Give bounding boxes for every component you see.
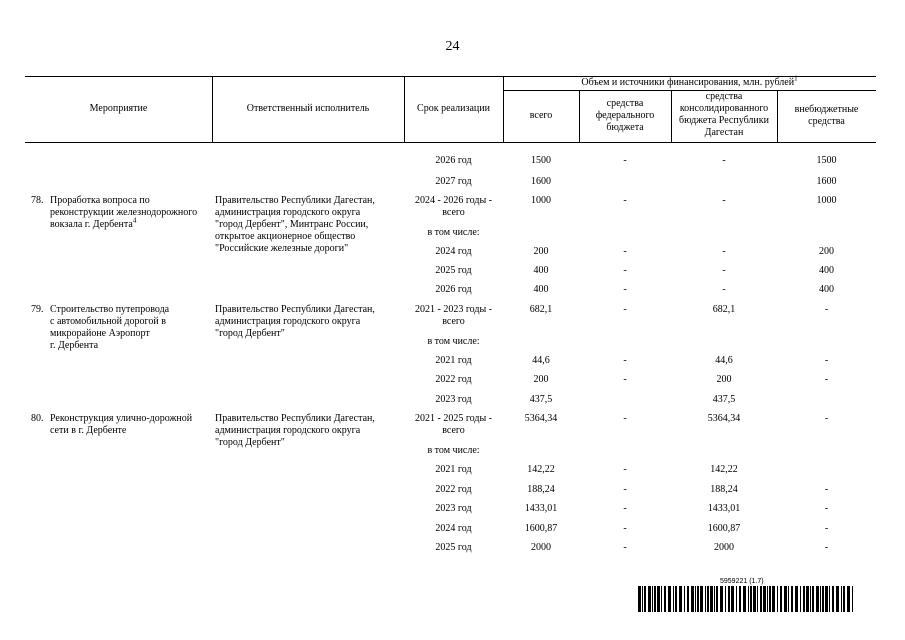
cell-term-value-line2: всего bbox=[442, 207, 465, 218]
header-extra-line: средства bbox=[808, 116, 845, 127]
barcode-bar bbox=[739, 586, 741, 612]
barcode-bar bbox=[716, 586, 718, 612]
cell-consolidated bbox=[671, 523, 777, 535]
cell-total-value: 2000 bbox=[531, 542, 551, 553]
barcode-bar bbox=[841, 586, 842, 612]
cell-extra-value: 200 bbox=[819, 246, 834, 257]
cell-total bbox=[503, 284, 579, 296]
footnote-marker: 4 bbox=[132, 216, 137, 225]
event-number: 79. bbox=[31, 304, 44, 315]
cell-federal-value: - bbox=[623, 284, 627, 295]
cell-extra-value: - bbox=[824, 542, 829, 553]
cell-total bbox=[503, 413, 579, 425]
cell-term-value: 2025 год bbox=[435, 542, 472, 553]
cell-term bbox=[404, 284, 503, 296]
barcode-bar bbox=[705, 586, 706, 612]
cell-federal-value: - bbox=[623, 374, 627, 385]
cell-consolidated bbox=[671, 374, 777, 386]
event-title-line bbox=[50, 413, 192, 425]
cell-term-value: 2023 год bbox=[435, 394, 472, 405]
event-executor-line: Правительство Республики Дагестан, bbox=[215, 304, 375, 315]
cell-term bbox=[404, 176, 503, 188]
event-executor-line: администрация городского округа bbox=[215, 425, 361, 436]
barcode-bar bbox=[748, 586, 749, 612]
barcode-bar bbox=[673, 586, 674, 612]
cell-term-value: 2022 год bbox=[435, 374, 472, 385]
cell-total-value: 1500 bbox=[531, 155, 551, 166]
header-consolidated-line: бюджета Республики bbox=[679, 115, 769, 126]
barcode-bar bbox=[832, 586, 834, 612]
cell-term bbox=[404, 355, 503, 367]
header-federal bbox=[579, 98, 671, 134]
cell-total bbox=[503, 542, 579, 554]
cell-consolidated bbox=[671, 413, 777, 425]
cell-total bbox=[503, 265, 579, 277]
event-executor-line: открытое акционерное общество bbox=[215, 231, 356, 242]
barcode-bar bbox=[806, 586, 809, 612]
event-executor-line: "Российские железные дороги" bbox=[215, 243, 349, 254]
cell-federal bbox=[579, 523, 671, 535]
cell-term-value: 2021 год bbox=[435, 355, 472, 366]
cell-total-value: 682,1 bbox=[529, 304, 553, 315]
cell-consolidated bbox=[671, 394, 777, 406]
cell-consolidated-value: 188,24 bbox=[710, 484, 738, 495]
barcode-bar bbox=[760, 586, 762, 612]
cell-consolidated-value: 437,5 bbox=[712, 394, 736, 405]
cell-consolidated-value: 682,1 bbox=[712, 304, 736, 315]
cell-extra bbox=[777, 155, 876, 167]
cell-federal bbox=[579, 265, 671, 277]
header-executor: Ответственный исполнитель bbox=[246, 103, 370, 114]
header-bottom-border bbox=[25, 142, 876, 143]
cell-term-value-line2: всего bbox=[442, 425, 465, 436]
cell-consolidated-value: - bbox=[722, 246, 726, 257]
barcode-bar bbox=[795, 586, 798, 612]
cell-extra bbox=[777, 284, 876, 296]
cell-consolidated bbox=[671, 195, 777, 207]
cell-total-value: 1433,01 bbox=[524, 503, 558, 514]
barcode-bar bbox=[691, 586, 694, 612]
barcode-bar bbox=[852, 586, 853, 612]
cell-extra-value: - bbox=[824, 355, 829, 366]
cell-extra-value: 1600 bbox=[816, 176, 837, 187]
cell-consolidated bbox=[671, 484, 777, 496]
header-funding-label: Объем и источники финансирования, млн. рублей bbox=[581, 77, 795, 88]
barcode-bar bbox=[664, 586, 666, 612]
event-title-text: с автомобильной дорогой в bbox=[50, 316, 166, 327]
event-title-text: Реконструкция улично-дорожной bbox=[50, 413, 193, 424]
cell-consolidated-value: 200 bbox=[716, 374, 732, 385]
event-title bbox=[50, 195, 197, 231]
event-executor bbox=[215, 304, 375, 340]
cell-consolidated bbox=[671, 265, 777, 277]
cell-consolidated bbox=[671, 246, 777, 258]
header-extra-line: внебюджетные bbox=[794, 104, 859, 115]
event-title-line bbox=[50, 304, 169, 316]
barcode-bar bbox=[695, 586, 696, 612]
header-term: Срок реализации bbox=[417, 103, 490, 114]
cell-term-value: 2026 год bbox=[435, 155, 472, 166]
cell-total-value: 142,22 bbox=[527, 464, 555, 475]
cell-term bbox=[404, 503, 503, 515]
cell-term-value: в том числе: bbox=[427, 227, 480, 238]
barcode-bar bbox=[728, 586, 730, 612]
barcode-bar bbox=[661, 586, 662, 612]
header-funding-group bbox=[503, 74, 876, 89]
cell-term-value: 2022 год bbox=[435, 484, 472, 495]
cell-extra-value: - bbox=[824, 413, 829, 424]
barcode-bar bbox=[668, 586, 671, 612]
cell-total bbox=[503, 503, 579, 515]
cell-consolidated-value: - bbox=[722, 155, 726, 166]
event-executor-line: "город Дербент", Минтранс России, bbox=[215, 219, 369, 230]
event-number: 80. bbox=[31, 413, 44, 424]
cell-extra-value: 400 bbox=[819, 284, 834, 295]
cell-federal bbox=[579, 246, 671, 258]
cell-extra bbox=[777, 355, 876, 367]
cell-consolidated-value: 5364,34 bbox=[707, 413, 741, 424]
cell-extra-value: 400 bbox=[819, 265, 834, 276]
cell-total-value: 437,5 bbox=[529, 394, 553, 405]
cell-total bbox=[503, 355, 579, 367]
cell-term-value: 2021 - 2025 годы - bbox=[414, 413, 493, 424]
cell-total bbox=[503, 246, 579, 258]
cell-total-value: 1600,87 bbox=[524, 523, 558, 534]
cell-term bbox=[404, 464, 503, 476]
cell-federal-value: - bbox=[623, 542, 627, 553]
barcode-bar bbox=[750, 586, 752, 612]
cell-extra-value: 1000 bbox=[816, 195, 837, 206]
event-title-text: Строительство путепровода bbox=[50, 304, 170, 315]
barcode-bar bbox=[743, 586, 746, 612]
barcode-bar bbox=[791, 586, 793, 612]
event-executor bbox=[215, 195, 375, 255]
barcode-bar bbox=[648, 586, 651, 612]
cell-term bbox=[404, 246, 503, 258]
cell-term-value: в том числе: bbox=[427, 445, 480, 456]
cell-term bbox=[404, 484, 503, 496]
cell-federal bbox=[579, 284, 671, 296]
event-executor-line: администрация городского округа bbox=[215, 207, 361, 218]
cell-extra bbox=[777, 195, 876, 207]
cell-term bbox=[404, 336, 503, 348]
cell-federal-value: - bbox=[623, 464, 627, 475]
header-event: Мероприятие bbox=[89, 103, 148, 114]
cell-consolidated bbox=[671, 284, 777, 296]
cell-term bbox=[404, 445, 503, 457]
cell-term-value: 2026 год bbox=[435, 284, 472, 295]
barcode-bar bbox=[687, 586, 689, 612]
barcode-bar bbox=[784, 586, 787, 612]
cell-consolidated bbox=[671, 155, 777, 167]
event-executor-line: Правительство Республики Дагестан, bbox=[215, 195, 375, 206]
barcode-bar bbox=[736, 586, 737, 612]
event-title-text: Проработка вопроса по bbox=[50, 195, 150, 206]
event-title-line bbox=[50, 207, 197, 219]
barcode-bar bbox=[714, 586, 715, 612]
cell-consolidated bbox=[671, 503, 777, 515]
cell-total bbox=[503, 484, 579, 496]
cell-extra bbox=[777, 246, 876, 258]
cell-total-value: 188,24 bbox=[527, 484, 555, 495]
cell-total-value: 400 bbox=[533, 284, 549, 295]
cell-consolidated-value: 44,6 bbox=[715, 355, 733, 366]
barcode-bar bbox=[816, 586, 819, 612]
cell-extra bbox=[777, 523, 876, 535]
barcode-bar bbox=[707, 586, 709, 612]
cell-federal-value: - bbox=[623, 195, 627, 206]
cell-extra-value: 1500 bbox=[816, 155, 837, 166]
event-title-text: реконструкции железнодорожного bbox=[50, 207, 198, 218]
cell-consolidated-value: - bbox=[722, 265, 726, 276]
event-number: 78. bbox=[31, 195, 44, 206]
barcode-bar bbox=[644, 586, 646, 612]
barcode-bar bbox=[810, 586, 811, 612]
event-title-line bbox=[50, 216, 197, 231]
cell-total bbox=[503, 155, 579, 167]
cell-extra-value: - bbox=[824, 523, 829, 534]
cell-total bbox=[503, 394, 579, 406]
barcode-number: 5959221 (1.7) bbox=[720, 578, 764, 585]
header-federal-line: федерального bbox=[595, 110, 655, 121]
barcode-bar bbox=[710, 586, 713, 612]
cell-federal-value: - bbox=[623, 484, 627, 495]
header-consolidated-line: консолидированного bbox=[679, 103, 769, 114]
barcode-bar bbox=[836, 586, 839, 612]
cell-term bbox=[404, 195, 503, 219]
cell-federal-value: - bbox=[623, 523, 627, 534]
cell-federal-value: - bbox=[623, 246, 627, 257]
cell-consolidated-value: - bbox=[722, 284, 726, 295]
cell-federal bbox=[579, 413, 671, 425]
cell-extra-value: - bbox=[824, 503, 829, 514]
cell-term bbox=[404, 155, 503, 167]
cell-federal-value: - bbox=[623, 503, 627, 514]
barcode-bar bbox=[780, 586, 782, 612]
page-number: 24 bbox=[445, 39, 460, 54]
barcode-bar bbox=[843, 586, 845, 612]
barcode-image bbox=[638, 586, 856, 612]
cell-term bbox=[404, 304, 503, 328]
barcode-bar bbox=[731, 586, 734, 612]
event-executor bbox=[215, 413, 375, 449]
barcode-bar bbox=[847, 586, 850, 612]
cell-term-value: 2021 - 2023 годы - bbox=[414, 304, 493, 315]
cell-term-value: 2024 - 2026 годы - bbox=[414, 195, 493, 206]
cell-consolidated bbox=[671, 542, 777, 554]
cell-term bbox=[404, 394, 503, 406]
cell-term bbox=[404, 542, 503, 554]
cell-extra bbox=[777, 503, 876, 515]
cell-term-value: 2025 год bbox=[435, 265, 472, 276]
footnote-marker: 1 bbox=[794, 74, 798, 83]
cell-federal bbox=[579, 195, 671, 207]
cell-total bbox=[503, 176, 579, 188]
cell-extra bbox=[777, 265, 876, 277]
barcode-bar bbox=[822, 586, 824, 612]
header-federal-line: бюджета bbox=[606, 122, 644, 133]
cell-total-value: 200 bbox=[533, 246, 549, 257]
cell-total bbox=[503, 304, 579, 316]
barcode-bar bbox=[725, 586, 726, 612]
header-consolidated-line: средства bbox=[705, 91, 743, 102]
barcode-bar bbox=[684, 586, 685, 612]
cell-extra-value: - bbox=[824, 484, 829, 495]
barcode-bar bbox=[767, 586, 768, 612]
event-title-text: микрорайоне Аэропорт bbox=[50, 328, 150, 339]
event-title bbox=[50, 413, 192, 437]
event-title bbox=[50, 304, 169, 352]
cell-term-value: 2027 год bbox=[435, 176, 472, 187]
event-title-line bbox=[50, 316, 169, 328]
cell-federal-value: - bbox=[623, 413, 627, 424]
cell-term-value: 2024 год bbox=[435, 523, 472, 534]
event-title-line bbox=[50, 425, 192, 437]
cell-federal-value: - bbox=[623, 155, 627, 166]
cell-total-value: 1000 bbox=[531, 195, 551, 206]
barcode-bar bbox=[700, 586, 703, 612]
cell-term-value: 2023 год bbox=[435, 503, 472, 514]
header-total: всего bbox=[529, 110, 553, 121]
barcode-bar bbox=[652, 586, 653, 612]
cell-total-value: 44,6 bbox=[532, 355, 550, 366]
barcode-bar bbox=[657, 586, 660, 612]
header-extra bbox=[777, 104, 876, 128]
cell-total-value: 1600 bbox=[531, 176, 551, 187]
barcode-bars bbox=[638, 586, 853, 612]
cell-federal-value: - bbox=[623, 355, 627, 366]
cell-federal bbox=[579, 484, 671, 496]
barcode-bar bbox=[675, 586, 677, 612]
cell-term-value: в том числе: bbox=[427, 336, 480, 347]
cell-federal bbox=[579, 355, 671, 367]
barcode-bar bbox=[788, 586, 789, 612]
barcode-bar bbox=[720, 586, 723, 612]
event-title-line bbox=[50, 340, 169, 352]
cell-consolidated-value: 2000 bbox=[714, 542, 734, 553]
cell-consolidated bbox=[671, 304, 777, 316]
cell-federal-value: - bbox=[623, 265, 627, 276]
header-federal-line: средства bbox=[606, 98, 644, 109]
cell-consolidated bbox=[671, 464, 777, 476]
cell-federal bbox=[579, 464, 671, 476]
cell-extra bbox=[777, 176, 876, 188]
cell-total-value: 400 bbox=[533, 265, 549, 276]
event-title-line bbox=[50, 195, 197, 207]
cell-total bbox=[503, 374, 579, 386]
cell-term-value: 2021 год bbox=[435, 464, 472, 475]
cell-extra bbox=[777, 374, 876, 386]
cell-extra bbox=[777, 542, 876, 554]
cell-total bbox=[503, 195, 579, 207]
event-executor-line: Правительство Республики Дагестан, bbox=[215, 413, 375, 424]
cell-consolidated-value: 142,22 bbox=[710, 464, 738, 475]
cell-extra bbox=[777, 304, 876, 316]
cell-total bbox=[503, 464, 579, 476]
cell-term bbox=[404, 413, 503, 437]
cell-consolidated-value: - bbox=[722, 195, 726, 206]
cell-total-value: 200 bbox=[533, 374, 549, 385]
event-title-text: сети в г. Дербенте bbox=[50, 425, 127, 436]
cell-consolidated bbox=[671, 355, 777, 367]
barcode-bar bbox=[825, 586, 828, 612]
cell-extra bbox=[777, 484, 876, 496]
barcode-bar bbox=[654, 586, 656, 612]
cell-federal bbox=[579, 155, 671, 167]
barcode-bar bbox=[753, 586, 756, 612]
barcode-bar bbox=[829, 586, 830, 612]
event-title-line bbox=[50, 328, 169, 340]
cell-federal bbox=[579, 374, 671, 386]
cell-term-value: 2024 год bbox=[435, 246, 472, 257]
barcode-bar bbox=[803, 586, 805, 612]
cell-term bbox=[404, 227, 503, 239]
cell-federal bbox=[579, 542, 671, 554]
event-executor-line: "город Дербент" bbox=[215, 437, 285, 448]
event-executor-line: администрация городского округа bbox=[215, 316, 361, 327]
cell-extra-value: - bbox=[824, 374, 829, 385]
barcode-bar bbox=[679, 586, 682, 612]
cell-extra-value: - bbox=[824, 304, 829, 315]
cell-federal bbox=[579, 304, 671, 316]
barcode-bar bbox=[763, 586, 766, 612]
barcode-bar bbox=[777, 586, 778, 612]
barcode-bar bbox=[812, 586, 814, 612]
cell-total-value: 5364,34 bbox=[524, 413, 558, 424]
cell-federal bbox=[579, 503, 671, 515]
barcode-bar bbox=[638, 586, 641, 612]
cell-total bbox=[503, 523, 579, 535]
barcode-bar bbox=[820, 586, 821, 612]
cell-term bbox=[404, 265, 503, 277]
cell-term bbox=[404, 374, 503, 386]
cell-term-value-line2: всего bbox=[442, 316, 465, 327]
cell-federal-value: - bbox=[623, 304, 627, 315]
header-consolidated-line: Дагестан bbox=[704, 127, 744, 138]
barcode-bar bbox=[772, 586, 775, 612]
cell-term bbox=[404, 523, 503, 535]
cell-extra bbox=[777, 413, 876, 425]
barcode-bar bbox=[697, 586, 699, 612]
barcode-bar bbox=[642, 586, 643, 612]
header-consolidated bbox=[671, 91, 777, 139]
cell-consolidated-value: 1433,01 bbox=[707, 503, 741, 514]
event-title-text: г. Дербента bbox=[50, 340, 99, 351]
event-executor-line: "город Дербент" bbox=[215, 328, 285, 339]
barcode-bar bbox=[800, 586, 801, 612]
cell-consolidated-value: 1600,87 bbox=[707, 523, 741, 534]
barcode-bar bbox=[769, 586, 771, 612]
barcode-bar bbox=[757, 586, 758, 612]
event-title-text: вокзала г. Дербента bbox=[50, 219, 133, 230]
